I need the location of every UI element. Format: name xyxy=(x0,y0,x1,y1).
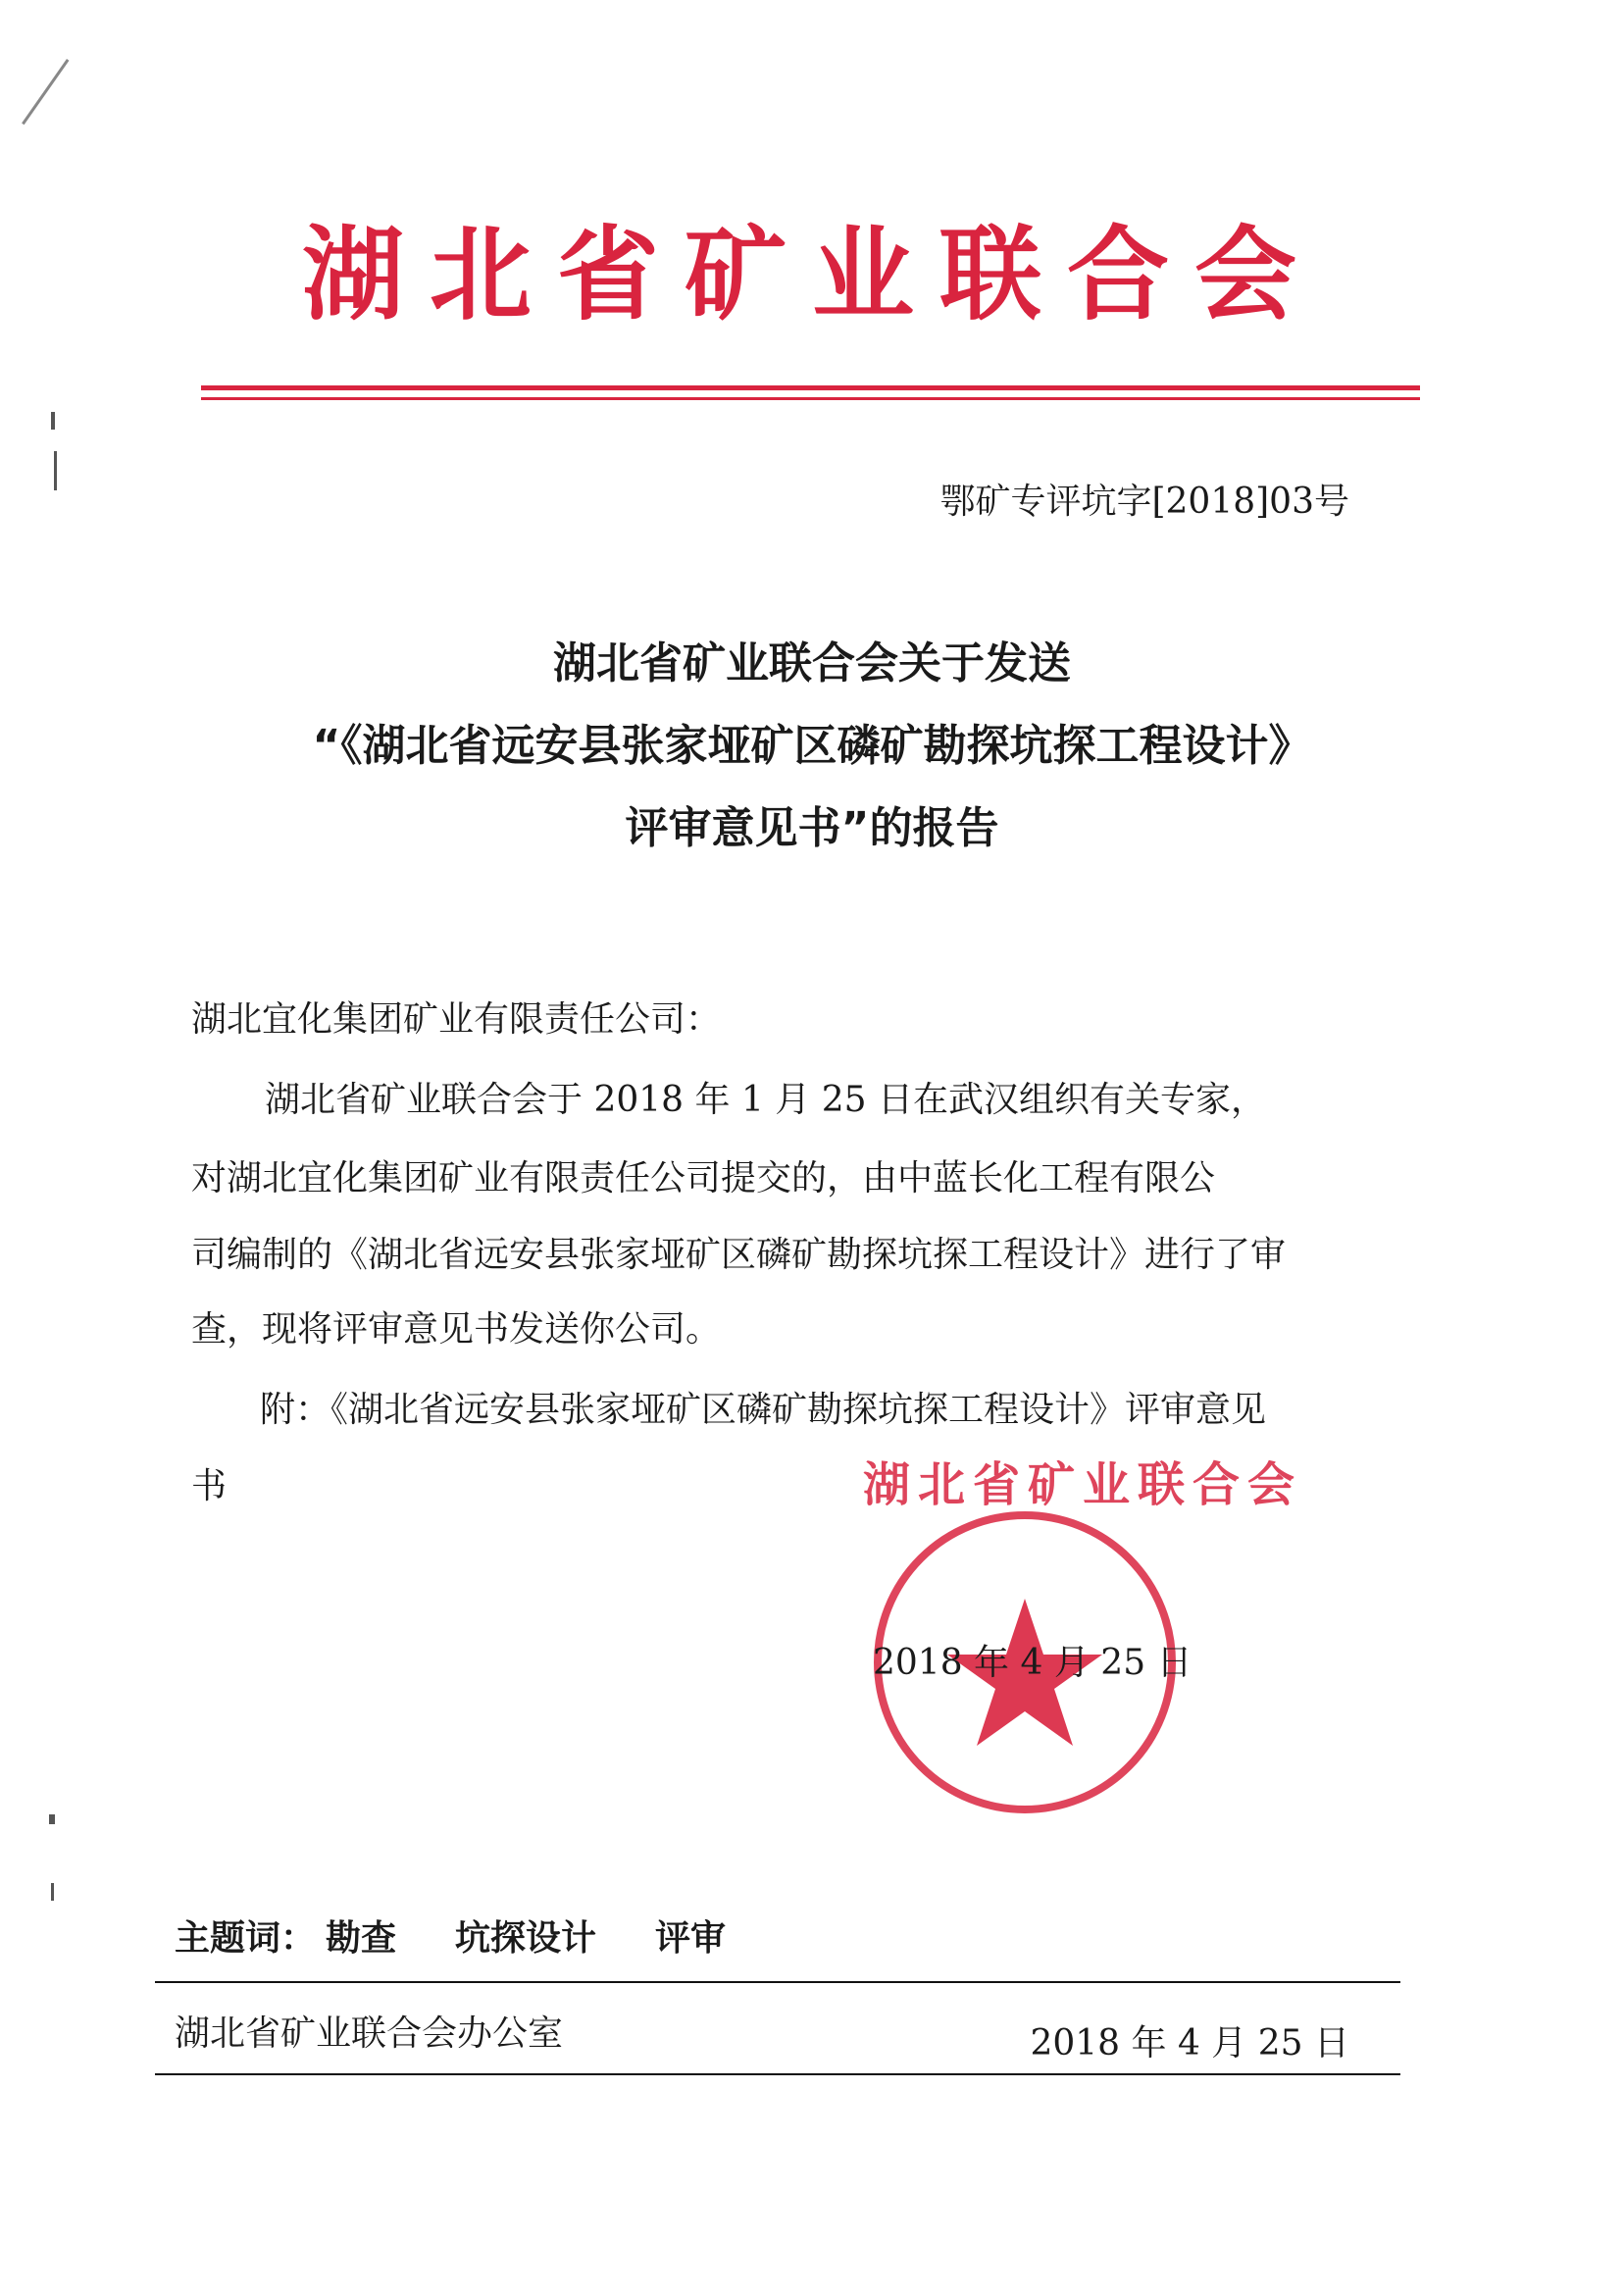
body-line: 司编制的《湖北省远安县张家垭矿区磷矿勘探坑探工程设计》进行了审 xyxy=(191,1235,1287,1275)
body-line: 对湖北宜化集团矿业有限责任公司提交的，由中蓝长化工程有限公 xyxy=(191,1158,1216,1198)
issuing-office: 湖北省矿业联合会办公室 xyxy=(175,2013,564,2054)
footer-rule-bottom xyxy=(155,2073,1400,2075)
org-masthead: 湖北省矿业联合会 xyxy=(301,215,1322,334)
binding-mark xyxy=(54,451,57,490)
document-number: 鄂矿专评坑字[2018]03号 xyxy=(939,482,1349,522)
masthead-double-rule xyxy=(201,397,1420,400)
scan-mark xyxy=(22,59,69,125)
body-line: 湖北省矿业联合会于 2018 年 1 月 25 日在武汉组织有关专家， xyxy=(265,1080,1266,1120)
issue-date: 2018 年 4 月 25 日 xyxy=(1030,2023,1349,2064)
keyword: 坑探设计 xyxy=(455,1918,597,1959)
binding-mark xyxy=(49,1814,55,1824)
masthead-double-rule xyxy=(201,385,1420,390)
salutation: 湖北宜化集团矿业有限责任公司： xyxy=(191,999,722,1040)
doc-title-line-1: 湖北省矿业联合会关于发送 xyxy=(553,638,1071,688)
seal-text: 湖北省矿业联合会 xyxy=(863,1457,1303,1512)
keyword: 评审 xyxy=(655,1918,727,1959)
keywords-label: 主题词： xyxy=(175,1918,317,1959)
binding-mark xyxy=(51,1883,54,1901)
footer-rule-top xyxy=(155,1981,1400,1983)
signature-date: 2018 年 4 月 25 日 xyxy=(873,1643,1193,1683)
doc-title-line-2: “《湖北省远安县张家垭矿区磷矿勘探坑探工程设计》 xyxy=(312,721,1312,771)
attachment-line: 附：《湖北省远安县张家垭矿区磷矿勘探坑探工程设计》评审意见 xyxy=(260,1390,1267,1430)
keyword: 勘查 xyxy=(326,1918,397,1959)
body-line: 查，现将评审意见书发送你公司。 xyxy=(191,1309,722,1350)
subject-keywords xyxy=(175,1911,785,1961)
binding-mark xyxy=(51,412,55,430)
attachment-line: 书 xyxy=(191,1466,228,1506)
doc-title-line-3: 评审意见书”的报告 xyxy=(625,803,999,853)
